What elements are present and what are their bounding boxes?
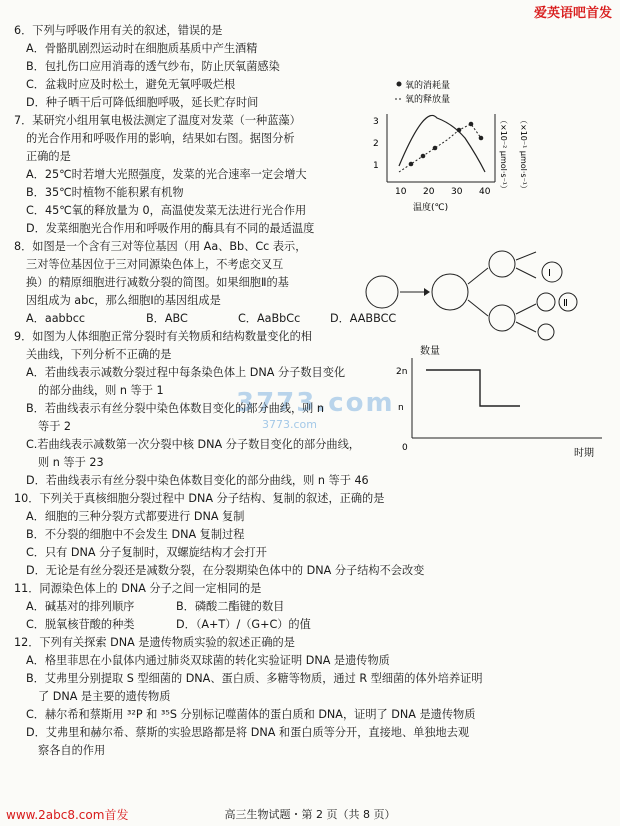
q9-option-c-line1: C.若曲线表示减数第一次分裂中核 DNA 分子数目变化的部分曲线， xyxy=(26,438,360,451)
q9-stem-line1: 9．如图为人体细胞正常分裂时有关物质和结构数量变化的相 xyxy=(14,330,312,343)
q6-stem: 6．下列与呼吸作用有关的叙述，错误的是 xyxy=(14,24,223,37)
sperm-cell xyxy=(538,324,554,340)
watermark-middle-sub: 3773.com xyxy=(262,418,317,431)
q7-point xyxy=(433,146,438,151)
q7-ylabel-right: （×10⁻¹ μmol·s⁻¹） xyxy=(519,116,528,193)
arrow xyxy=(468,300,488,316)
q8-stem-line1: 8．如图是一个含有三对等位基因（用 Aa、Bb、Cc 表示， xyxy=(14,240,307,253)
q7-option-d: D．发菜细胞光合作用和呼吸作用的酶具有不同的最适温度 xyxy=(26,222,315,235)
q8-stem-line4: 因组成为 abc，那么细胞Ⅰ的基因组成是 xyxy=(26,294,221,307)
q9-option-a-line2: 的部分曲线，则 n 等于 1 xyxy=(38,384,164,397)
watermark-middle: 3773.com xyxy=(236,388,395,418)
legend-release: 氧的释放量 xyxy=(405,95,451,105)
q7-point xyxy=(409,162,414,167)
q9-origin: 0 xyxy=(402,443,408,453)
q12-option-d-line1: D．艾弗里和赫尔希、蔡斯的实验思路都是将 DNA 和蛋白质等分开，直接地、单独地去观 xyxy=(26,726,470,739)
q7-xtick: 10 xyxy=(395,187,407,197)
q11-option-d: D．（A+T）/（G+C）的值 xyxy=(176,618,311,631)
q7-xtick: 30 xyxy=(451,187,463,197)
arrow xyxy=(516,252,536,260)
q6-option-d: D．种子晒干后可降低细胞呼吸，延长贮存时间 xyxy=(26,96,259,109)
watermark-bottom: www.2abc8.com首发 xyxy=(6,808,129,822)
q9-ylabel: 数量 xyxy=(420,346,440,357)
q10-option-a: A．细胞的三种分裂方式都要进行 DNA 复制 xyxy=(26,510,245,523)
q8-option-c: C．AaBbCc xyxy=(238,312,301,325)
secondary-cell-lower xyxy=(489,305,515,331)
cell-i xyxy=(542,262,562,282)
q7-xtick: 40 xyxy=(479,187,491,197)
q7-point xyxy=(479,136,484,141)
arrow xyxy=(516,268,536,278)
legend-consumption-marker xyxy=(397,82,402,87)
spermatogonium-cell xyxy=(366,276,398,308)
q7-ylabel-left: （×10⁻² μmol·s⁻¹） xyxy=(499,116,508,193)
cell-ii-label: Ⅱ xyxy=(563,298,568,309)
q11-option-b: B．磷酸二酯键的数目 xyxy=(176,600,285,613)
q7-point xyxy=(421,154,426,159)
sperm-cell xyxy=(537,293,555,311)
q9-step-chart xyxy=(388,340,614,466)
cell-ii xyxy=(559,293,577,311)
legend-consumption: 氧的消耗量 xyxy=(405,81,451,91)
q12-option-b-line2: 了 DNA 是主要的遗传物质 xyxy=(38,690,171,703)
watermark-top: 爱英语吧首发 xyxy=(533,6,612,21)
q8-option-b: B．ABC xyxy=(146,312,188,325)
cell-i-label: Ⅰ xyxy=(548,268,551,279)
q9-option-a-line1: A．若曲线表示减数分裂过程中每条染色体上 DNA 分子数目变化 xyxy=(26,366,346,379)
q8-option-d: D．AABBCC xyxy=(330,312,397,325)
q7-option-c: C．45℃氧的释放量为 0，高温使发菜无法进行光合作用 xyxy=(26,204,307,217)
q8-option-a: A．aabbcc xyxy=(26,312,86,325)
q7-xlabel: 温度(℃) xyxy=(413,203,449,213)
q6-option-a: A．骨骼肌剧烈运动时在细胞质基质中产生酒精 xyxy=(26,42,258,55)
q6-option-b: B．包扎伤口应用消毒的透气纱布，防止厌氧菌感染 xyxy=(26,60,280,73)
q7-point xyxy=(469,122,474,127)
q9-option-c-line2: 则 n 等于 23 xyxy=(38,456,104,469)
secondary-cell-upper xyxy=(489,251,515,277)
q9-option-b-line2: 等于 2 xyxy=(38,420,72,433)
q12-stem: 12．下列有关探索 DNA 是遗传物质实验的叙述正确的是 xyxy=(14,636,295,649)
q7-stem-line1: 7．某研究小组用氧电极法测定了温度对发菜（一种蓝藻） xyxy=(14,114,301,127)
q7-ytick: 1 xyxy=(373,161,379,171)
primary-spermatocyte-cell xyxy=(432,274,468,310)
q10-option-b: B．不分裂的细胞中不会发生 DNA 复制过程 xyxy=(26,528,245,541)
q11-option-c: C．脱氧核苷酸的种类 xyxy=(26,618,135,631)
q7-option-b: B．35℃时植物不能积累有机物 xyxy=(26,186,184,199)
q7-stem-line2: 的光合作用和呼吸作用的影响，结果如右图。据图分析 xyxy=(26,132,295,145)
q9-curve xyxy=(426,370,520,406)
q9-ytick-2n: 2n xyxy=(396,367,408,377)
arrow xyxy=(516,304,536,314)
q12-option-d-line2: 察各自的作用 xyxy=(38,744,106,757)
q8-stem-line2: 三对等位基因位于三对同源染色体上，不考虑交叉互 xyxy=(26,258,284,271)
q10-option-d: D．无论是有丝分裂还是减数分裂，在分裂期染色体中的 DNA 分子结构不会改变 xyxy=(26,564,425,577)
q8-stem-line3: 换）的精原细胞进行减数分裂的简图。如果细胞Ⅱ的基 xyxy=(26,276,289,289)
q11-option-a: A．碱基对的排列顺序 xyxy=(26,600,135,613)
q9-option-d: D．若曲线表示有丝分裂中染色体数目变化的部分曲线，则 n 等于 46 xyxy=(26,474,369,487)
q9-stem-line2: 关曲线，下列分析不正确的是 xyxy=(26,348,172,361)
q11-stem: 11．同源染色体上的 DNA 分子之间一定相同的是 xyxy=(14,582,262,595)
q8-meiosis-diagram xyxy=(360,246,610,342)
q10-option-c: C．只有 DNA 分子复制时，双螺旋结构才会打开 xyxy=(26,546,267,559)
arrow xyxy=(468,268,488,284)
q7-ytick: 3 xyxy=(373,117,379,127)
q9-option-b-line1: B．若曲线表示有丝分裂中染色体数目变化的部分曲线，则 n xyxy=(26,402,325,415)
q7-point xyxy=(457,128,462,133)
q7-ytick: 2 xyxy=(373,139,379,149)
q10-stem: 10．下列关于真核细胞分裂过程中 DNA 分子结构、复制的叙述，正确的是 xyxy=(14,492,385,505)
q12-option-a: A．格里菲思在小鼠体内通过肺炎双球菌的转化实验证明 DNA 是遗传物质 xyxy=(26,654,390,667)
page-footer: 高三生物试题・第 2 页（共 8 页） xyxy=(224,808,396,821)
arrow-head xyxy=(424,288,430,296)
arrow xyxy=(516,322,536,332)
q7-temperature-chart xyxy=(355,64,615,224)
q7-stem-line3: 正确的是 xyxy=(26,150,71,163)
q9-ytick-n: n xyxy=(398,403,404,413)
q6-option-c: C．盆栽时应及时松土，避免无氧呼吸烂根 xyxy=(26,78,236,91)
q7-option-a: A．25℃时若增大光照强度，发菜的光合速率一定会增大 xyxy=(26,168,307,181)
q7-xtick: 20 xyxy=(423,187,435,197)
q12-option-b-line1: B．艾弗里分别提取 S 型细菌的 DNA、蛋白质、多糖等物质，通过 R 型细菌的体外培养证明 xyxy=(26,672,483,685)
q12-option-c: C．赫尔希和蔡斯用 ³²P 和 ³⁵S 分别标记噬菌体的蛋白质和 DNA，证明了 DNA 是遗传物质 xyxy=(26,708,476,721)
q9-xlabel: 时期 xyxy=(574,448,594,459)
